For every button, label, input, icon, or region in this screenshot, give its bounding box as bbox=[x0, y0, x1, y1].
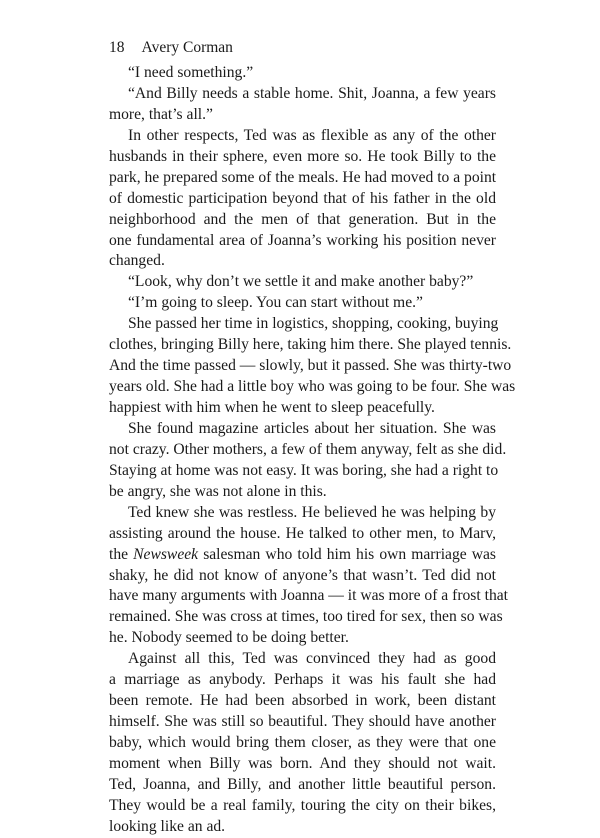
text-line: She found magazine articles about her situation. She was bbox=[128, 419, 496, 437]
text-line: changed. bbox=[109, 252, 165, 270]
text-line: They would be a real family, touring the city on their bikes, bbox=[109, 796, 496, 814]
text-line: have many arguments with Joanna — it was more of a frost that bbox=[109, 587, 508, 605]
text-line: husbands in their sphere, even more so. He took Billy to the bbox=[109, 147, 496, 165]
running-header bbox=[109, 38, 233, 58]
text-line: been remote. He had been absorbed in work, been distant bbox=[109, 692, 496, 710]
text-line: not crazy. Other mothers, a few of them anyway, felt as she did. bbox=[109, 440, 507, 458]
text-line: baby, which would bring them closer, as they were that one bbox=[109, 734, 496, 751]
text-line: assisting around the house. He talked to other men, to Marv, bbox=[109, 524, 496, 542]
text-line: he. Nobody seemed to be doing better. bbox=[109, 629, 349, 647]
text-line: “I’m going to sleep. You can start without me.” bbox=[128, 294, 423, 312]
body-text bbox=[109, 63, 516, 838]
text-line: of domestic participation beyond that of his father in the old bbox=[109, 189, 496, 207]
page-number: 18 bbox=[109, 39, 125, 56]
text-line: “And Billy needs a stable home. Shit, Joanna, a few years bbox=[128, 84, 496, 102]
text-line: shaky, he did not know of anyone’s that wasn’t. Ted did not bbox=[109, 566, 496, 584]
text-line: happiest with him when he went to sleep peacefully. bbox=[109, 399, 435, 416]
text-line: Staying at home was not easy. It was boring, she had a right to bbox=[109, 461, 499, 479]
text-line: Ted, Joanna, and Billy, and another little beautiful person. bbox=[109, 775, 496, 793]
text-line: looking like an ad. bbox=[109, 817, 226, 835]
text-line: “I need something.” bbox=[128, 64, 254, 81]
text-line: In other respects, Ted was as flexible as any of the other bbox=[128, 126, 496, 144]
text-line: “Look, why don’t we settle it and make another baby?” bbox=[128, 273, 474, 291]
text-line: She passed her time in logistics, shopping, cooking, buying bbox=[128, 315, 499, 333]
text-line: more, that’s all.” bbox=[109, 105, 213, 123]
text-line: Against all this, Ted was convinced they had as good bbox=[128, 650, 496, 668]
text-line: be angry, she was not alone in this. bbox=[109, 482, 327, 500]
text-line: years old. She had a little boy who was going to be four. She was bbox=[109, 378, 516, 396]
author-name: Avery Corman bbox=[141, 39, 233, 56]
text-line: one fundamental area of Joanna’s working his position never bbox=[109, 231, 496, 249]
text-line: remained. She was cross at times, too tired for sex, then so was bbox=[109, 608, 503, 626]
text-line: neighborhood and the men of that generation. But in the bbox=[109, 210, 496, 228]
text-line: clothes, bringing Billy here, taking him there. She played tennis. bbox=[109, 336, 512, 354]
text-line: himself. She was still so beautiful. They should have another bbox=[109, 713, 496, 731]
text-line: the Newsweek salesman who told him his own marriage was bbox=[109, 545, 496, 563]
text-line: Ted knew she was restless. He believed he was helping by bbox=[128, 503, 496, 521]
italic-title: Newsweek bbox=[133, 545, 199, 563]
text-line: a marriage as anybody. Perhaps it was his fault she had bbox=[109, 671, 496, 689]
text-line: park, he prepared some of the meals. He had moved to a point bbox=[109, 168, 497, 186]
text-line: moment when Billy was born. And they should not wait. bbox=[109, 754, 496, 772]
text-line: And the time passed — slowly, but it passed. She was thirty-two bbox=[109, 357, 512, 375]
